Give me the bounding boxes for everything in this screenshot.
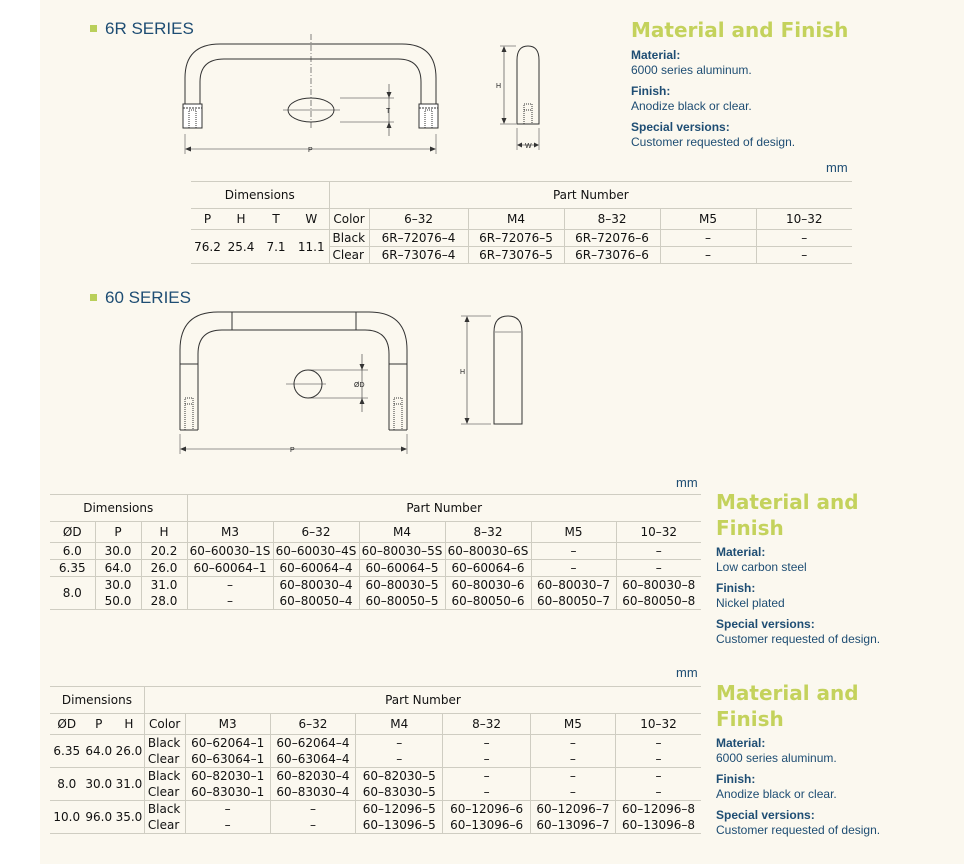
cell: 6R–72076–4: [369, 230, 468, 247]
col-header: Color: [144, 714, 185, 735]
cell: –: [531, 560, 616, 577]
cell: –: [187, 593, 273, 610]
material-finish-title: Material and: [716, 490, 859, 514]
col-header: 6–32: [270, 714, 355, 735]
series-6r-heading: [90, 19, 194, 39]
cell: 60–13096–5: [356, 817, 443, 834]
cell: –: [270, 817, 355, 834]
cell: 30.0: [95, 543, 141, 560]
cell: –: [530, 784, 615, 801]
col-header: ØD: [50, 522, 95, 543]
finish-value: Anodize black or clear.: [716, 787, 837, 801]
cell: 60–12096–6: [443, 801, 530, 818]
cell: 60–82030–4: [270, 768, 355, 785]
cell: –: [530, 768, 615, 785]
dim-h-label: H: [460, 369, 466, 376]
special-versions-label: Special versions:: [716, 808, 815, 822]
cell: 60–13096–8: [616, 817, 701, 834]
dim-d-label: ØD: [354, 382, 365, 389]
cell: 30.0: [84, 768, 114, 801]
series-60-title: 60 SERIES: [105, 288, 191, 307]
part-number-header: Part Number: [144, 687, 701, 714]
cell: 60–80030–7: [531, 577, 616, 594]
cell: 6R–72076–6: [564, 230, 660, 247]
cell: 25.4: [224, 230, 258, 264]
col-header: 10–32: [756, 209, 852, 230]
cell: –: [660, 247, 756, 264]
handle-6r-front-drawing: [180, 38, 450, 158]
table-row: [50, 543, 701, 560]
cell: 11.1: [294, 230, 329, 264]
material-finish-title: Material and Finish: [631, 18, 849, 42]
cell: 8.0: [50, 768, 84, 801]
material-value: 6000 series aluminum.: [716, 751, 837, 765]
col-header: P: [84, 714, 114, 735]
material-label: Material:: [716, 736, 766, 750]
cell: 28.0: [141, 593, 187, 610]
cell: 60–80030–5: [359, 577, 445, 594]
cell: 60–83030–5: [356, 784, 443, 801]
dim-w-label: W: [525, 143, 532, 150]
cell: 60–63064–4: [270, 751, 355, 768]
cell: 6.35: [50, 735, 84, 768]
handle-6r-side-drawing: [490, 42, 570, 154]
col-header: M3: [185, 714, 270, 735]
cell: 60–80030–6: [445, 577, 531, 594]
material-finish-6r: [631, 17, 951, 150]
material-finish-title-line2: Finish: [716, 707, 784, 731]
cell: Clear: [329, 247, 369, 264]
special-versions-label: Special versions:: [631, 120, 730, 134]
col-header: 6–32: [369, 209, 468, 230]
cell: Clear: [144, 784, 185, 801]
cell: Black: [144, 735, 185, 752]
col-header: 10–32: [616, 522, 701, 543]
cell: 60–60064–4: [273, 560, 359, 577]
dimensions-header: Dimensions: [50, 687, 144, 714]
handle-60-front-drawing: [176, 308, 416, 458]
col-header: Color: [329, 209, 369, 230]
cell: 60–62064–4: [270, 735, 355, 752]
material-label: Material:: [716, 545, 766, 559]
table-row: [50, 560, 701, 577]
cell: –: [530, 751, 615, 768]
col-header: M5: [530, 714, 615, 735]
cell: –: [756, 230, 852, 247]
col-header: P: [95, 522, 141, 543]
table-6r: [191, 181, 852, 264]
cell: 60–80030–5S: [359, 543, 445, 560]
cell: 6R–73076–4: [369, 247, 468, 264]
cell: 60–80030–8: [616, 577, 701, 594]
cell: 60–12096–8: [616, 801, 701, 818]
material-finish-60-aluminum: [716, 680, 956, 838]
table-row: [50, 593, 701, 610]
cell: –: [443, 751, 530, 768]
dimensions-header: Dimensions: [191, 182, 329, 209]
cell: 60–13096–7: [530, 817, 615, 834]
table-60-steel: [50, 494, 701, 610]
material-value: 6000 series aluminum.: [631, 63, 752, 77]
cell: –: [616, 735, 701, 752]
cell: 60–83030–1: [185, 784, 270, 801]
cell: –: [616, 543, 701, 560]
col-header: 8–32: [564, 209, 660, 230]
bullet-icon: [90, 294, 97, 301]
finish-label: Finish:: [716, 772, 756, 786]
cell: 76.2: [191, 230, 224, 264]
dim-p-label: P: [290, 447, 295, 454]
cell: 60–80050–5: [359, 593, 445, 610]
cell: 31.0: [114, 768, 144, 801]
col-header: M4: [468, 209, 564, 230]
cell: 6.35: [50, 560, 95, 577]
dim-t-label: T: [386, 108, 391, 115]
table-row: [50, 577, 701, 594]
cell: 60–80050–4: [273, 593, 359, 610]
cell: 6.0: [50, 543, 95, 560]
cell: 20.2: [141, 543, 187, 560]
cell: 60–82030–1: [185, 768, 270, 785]
cell: Black: [329, 230, 369, 247]
table-row: [50, 801, 701, 818]
col-header: M5: [531, 522, 616, 543]
col-header: 6–32: [273, 522, 359, 543]
cell: –: [185, 801, 270, 818]
cell: –: [756, 247, 852, 264]
handle-60-side-drawing: [455, 312, 535, 434]
cell: 6R–73076–6: [564, 247, 660, 264]
cell: –: [187, 577, 273, 594]
col-header: ØD: [50, 714, 84, 735]
cell: 60–13096–6: [443, 817, 530, 834]
cell: –: [270, 801, 355, 818]
cell: Clear: [144, 817, 185, 834]
cell: 60–80050–6: [445, 593, 531, 610]
dim-h-label: H: [496, 83, 502, 90]
col-header: 10–32: [616, 714, 701, 735]
material-finish-60-steel: [716, 489, 956, 647]
col-header: 8–32: [443, 714, 530, 735]
col-header: P: [191, 209, 224, 230]
cell: –: [185, 817, 270, 834]
table-row: [50, 768, 701, 785]
table-row: [50, 751, 701, 768]
col-header: M4: [359, 522, 445, 543]
finish-value: Nickel plated: [716, 596, 785, 610]
cell: 8.0: [50, 577, 95, 610]
cell: 60–80030–4: [273, 577, 359, 594]
table-row: [50, 735, 701, 752]
material-finish-title: Material and: [716, 681, 859, 705]
special-versions-value: Customer requested of design.: [716, 823, 881, 837]
col-header: 8–32: [445, 522, 531, 543]
cell: –: [531, 543, 616, 560]
cell: Black: [144, 768, 185, 785]
cell: –: [616, 784, 701, 801]
cell: Black: [144, 801, 185, 818]
col-header: M5: [660, 209, 756, 230]
cell: 10.0: [50, 801, 84, 834]
cell: 7.1: [258, 230, 294, 264]
cell: 60–80050–8: [616, 593, 701, 610]
catalog-page: [40, 0, 964, 864]
finish-label: Finish:: [716, 581, 756, 595]
cell: 60–60030–1S: [187, 543, 273, 560]
cell: 50.0: [95, 593, 141, 610]
cell: 30.0: [95, 577, 141, 594]
cell: 60–60064–5: [359, 560, 445, 577]
dimensions-header: Dimensions: [50, 495, 187, 522]
cell: 35.0: [114, 801, 144, 834]
col-header: M3: [187, 522, 273, 543]
cell: –: [356, 735, 443, 752]
col-header: M4: [356, 714, 443, 735]
part-number-header: Part Number: [329, 182, 852, 209]
unit-label-60-table2: mm: [676, 665, 698, 680]
cell: 31.0: [141, 577, 187, 594]
finish-value: Anodize black or clear.: [631, 99, 752, 113]
special-versions-value: Customer requested of design.: [716, 632, 881, 646]
cell: 26.0: [114, 735, 144, 768]
cell: –: [443, 784, 530, 801]
cell: 60–60064–1: [187, 560, 273, 577]
cell: –: [616, 751, 701, 768]
col-header: H: [114, 714, 144, 735]
cell: 6R–72076–5: [468, 230, 564, 247]
dim-p-label: P: [308, 147, 313, 154]
cell: 60–12096–7: [530, 801, 615, 818]
col-header: T: [258, 209, 294, 230]
special-versions-value: Customer requested of design.: [631, 135, 796, 149]
cell: 64.0: [84, 735, 114, 768]
cell: –: [660, 230, 756, 247]
cell: 6R–73076–5: [468, 247, 564, 264]
material-label: Material:: [631, 48, 681, 62]
finish-label: Finish:: [631, 84, 671, 98]
table-row: [191, 230, 852, 247]
part-number-header: Part Number: [187, 495, 701, 522]
cell: 60–60030–4S: [273, 543, 359, 560]
cell: 60–80050–7: [531, 593, 616, 610]
material-value: Low carbon steel: [716, 560, 807, 574]
cell: 60–63064–1: [185, 751, 270, 768]
cell: –: [616, 560, 701, 577]
cell: 64.0: [95, 560, 141, 577]
series-6r-title: 6R SERIES: [105, 19, 194, 38]
col-header: W: [294, 209, 329, 230]
cell: 60–62064–1: [185, 735, 270, 752]
material-finish-title-line2: Finish: [716, 516, 784, 540]
unit-label-60-table1: mm: [676, 475, 698, 490]
table-60-aluminum: [50, 686, 701, 834]
table-row: [50, 784, 701, 801]
cell: 96.0: [84, 801, 114, 834]
cell: –: [356, 751, 443, 768]
bullet-icon: [90, 25, 97, 32]
cell: 60–80030–6S: [445, 543, 531, 560]
cell: –: [443, 735, 530, 752]
cell: –: [443, 768, 530, 785]
unit-label-6r: mm: [826, 160, 848, 175]
cell: 60–83030–4: [270, 784, 355, 801]
cell: 60–82030–5: [356, 768, 443, 785]
cell: –: [616, 768, 701, 785]
cell: 60–60064–6: [445, 560, 531, 577]
col-header: H: [224, 209, 258, 230]
cell: –: [530, 735, 615, 752]
cell: Clear: [144, 751, 185, 768]
col-header: H: [141, 522, 187, 543]
series-60-heading: [90, 288, 191, 308]
cell: 60–12096–5: [356, 801, 443, 818]
table-row: [50, 817, 701, 834]
cell: 26.0: [141, 560, 187, 577]
special-versions-label: Special versions:: [716, 617, 815, 631]
